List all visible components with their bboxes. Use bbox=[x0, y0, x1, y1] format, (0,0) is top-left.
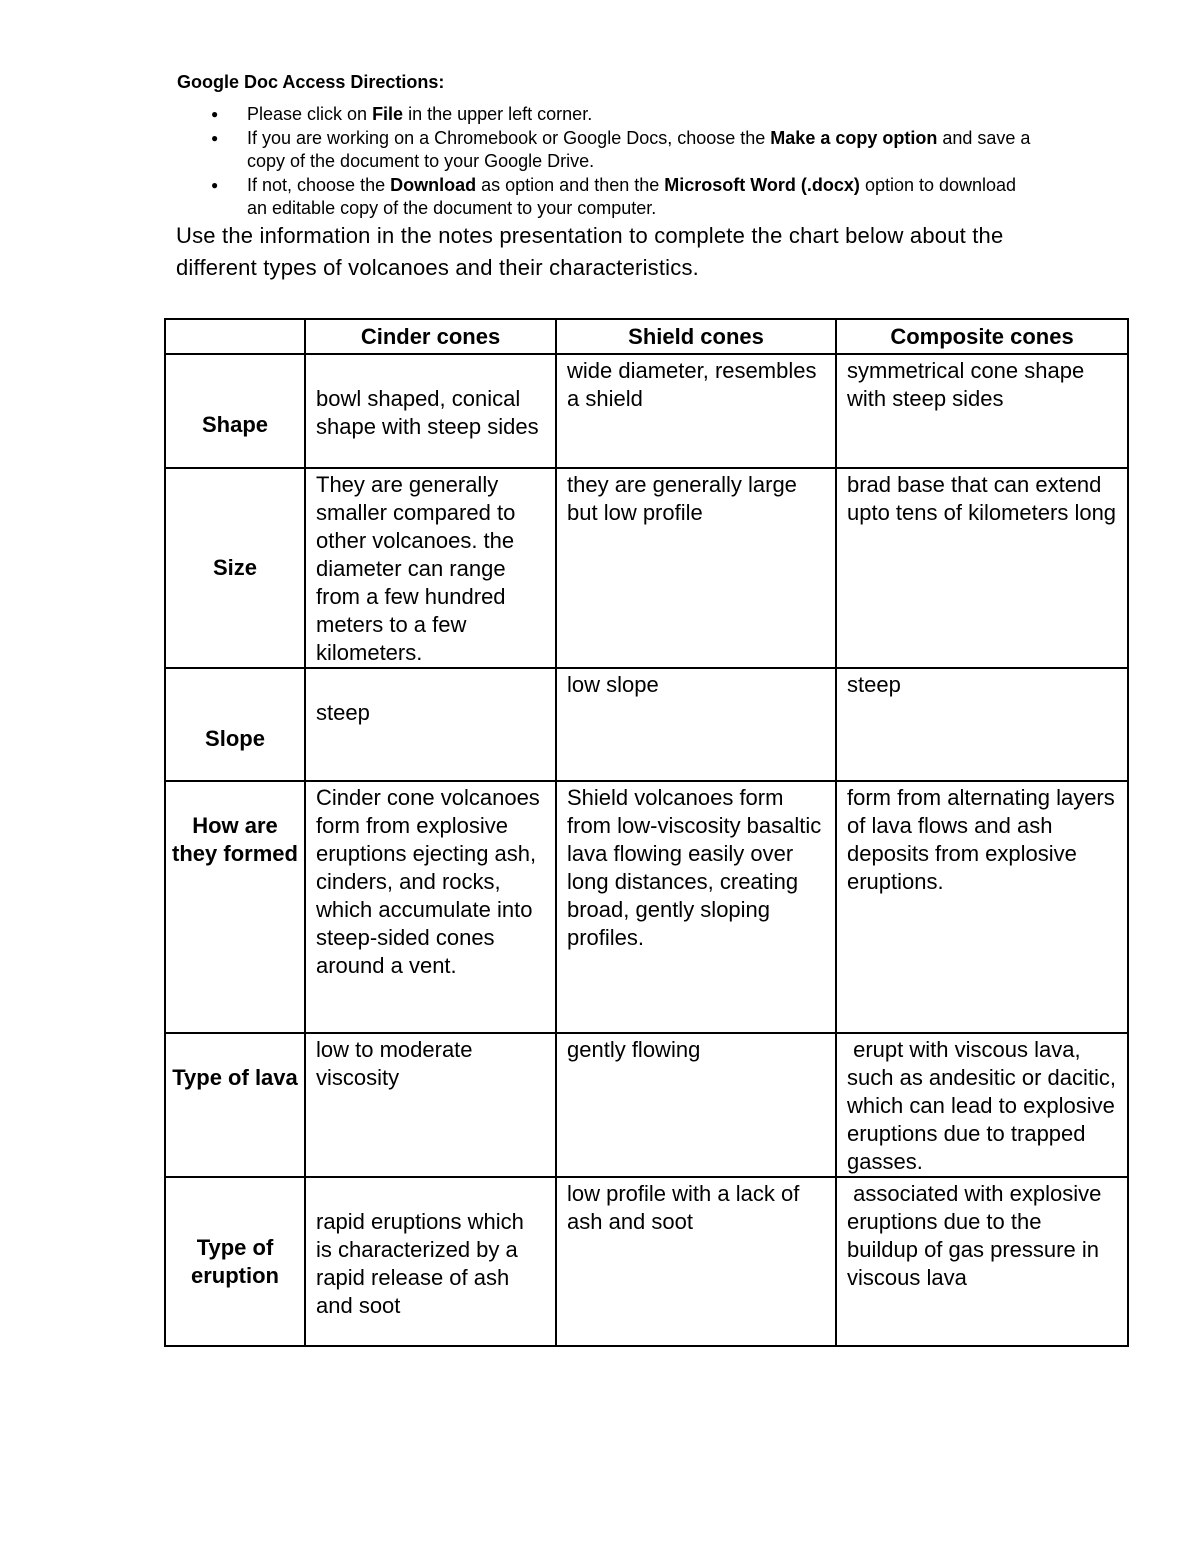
direction-bold-text: Make a copy option bbox=[770, 127, 938, 148]
row-header: Type of eruption bbox=[165, 1177, 305, 1346]
direction-bold-text: File bbox=[372, 104, 404, 124]
direction-item bbox=[177, 127, 1037, 174]
table-cell: low slope bbox=[556, 668, 836, 781]
table-cell: brad base that can extend upto tens of kilometers long bbox=[836, 468, 1128, 668]
table-row bbox=[165, 468, 1128, 668]
column-header: Shield cones bbox=[556, 319, 836, 354]
table-cell: symmetrical cone shape with steep sides bbox=[836, 354, 1128, 468]
direction-text: If you are working on a Chromebook or Google Docs, choose the bbox=[247, 127, 771, 148]
table-cell: They are generally smaller compared to other volcanoes. the diameter can range from a few hundred meters to a few kilometers. bbox=[305, 468, 556, 668]
table-cell: associated with explosive eruptions due to the buildup of gas pressure in viscous lava bbox=[836, 1177, 1128, 1346]
table-cell: they are generally large but low profile bbox=[556, 468, 836, 668]
direction-item bbox=[177, 174, 1037, 221]
direction-bold-text: Microsoft Word (.docx) bbox=[664, 174, 860, 195]
column-header: Cinder cones bbox=[305, 319, 556, 354]
row-header: Shape bbox=[165, 354, 305, 468]
direction-text: Please click on bbox=[247, 104, 373, 124]
table-cell: steep bbox=[305, 668, 556, 781]
table-cell: bowl shaped, conical shape with steep sides bbox=[305, 354, 556, 468]
table-cell: gently flowing bbox=[556, 1033, 836, 1177]
table-cell: rapid eruptions which is characterized by a rapid release of ash and soot bbox=[305, 1177, 556, 1346]
row-header: How are they formed bbox=[165, 781, 305, 1033]
row-header: Slope bbox=[165, 668, 305, 781]
row-header: Type of lava bbox=[165, 1033, 305, 1177]
table-cell: erupt with viscous lava, such as andesitic or dacitic, which can lead to explosive eruptions due to trapped gasses. bbox=[836, 1033, 1128, 1177]
direction-text: as option and then the bbox=[476, 174, 665, 195]
table-cell: Shield volcanoes form from low-viscosity basaltic lava flowing easily over long distances, creating broad, gently sloping profiles. bbox=[556, 781, 836, 1033]
table-header-row bbox=[165, 319, 1128, 354]
table-row bbox=[165, 1177, 1128, 1346]
direction-text: option to download an editable copy of the document to your computer. bbox=[247, 174, 1017, 218]
table-cell: wide diameter, resembles a shield bbox=[556, 354, 836, 468]
direction-text: in the upper left corner. bbox=[403, 104, 593, 124]
direction-item bbox=[177, 103, 1037, 127]
table-row bbox=[165, 668, 1128, 781]
table-cell: steep bbox=[836, 668, 1128, 781]
table-corner-cell bbox=[165, 319, 305, 354]
direction-bold-text: Download bbox=[390, 174, 477, 195]
direction-text: If not, choose the bbox=[247, 174, 391, 195]
table-row bbox=[165, 1033, 1128, 1177]
table-cell: form from alternating layers of lava flows and ash deposits from explosive eruptions. bbox=[836, 781, 1128, 1033]
directions-heading: Google Doc Access Directions: bbox=[177, 72, 445, 92]
column-header: Composite cones bbox=[836, 319, 1128, 354]
table-cell: low profile with a lack of ash and soot bbox=[556, 1177, 836, 1346]
directions-list bbox=[177, 103, 1037, 221]
direction-text: and save a copy of the document to your Google Drive. bbox=[247, 127, 1031, 171]
row-header: Size bbox=[165, 468, 305, 668]
volcano-chart-table bbox=[164, 318, 1129, 1347]
table-cell: Cinder cone volcanoes form from explosive eruptions ejecting ash, cinders, and rocks, which accumulate into steep-sided cones around a vent. bbox=[305, 781, 556, 1033]
table-row bbox=[165, 354, 1128, 468]
table-cell: low to moderate viscosity bbox=[305, 1033, 556, 1177]
table-row bbox=[165, 781, 1128, 1033]
intro-paragraph: Use the information in the notes presentation to complete the chart below about the different types of volcanoes and their characteristics. bbox=[176, 223, 1004, 280]
